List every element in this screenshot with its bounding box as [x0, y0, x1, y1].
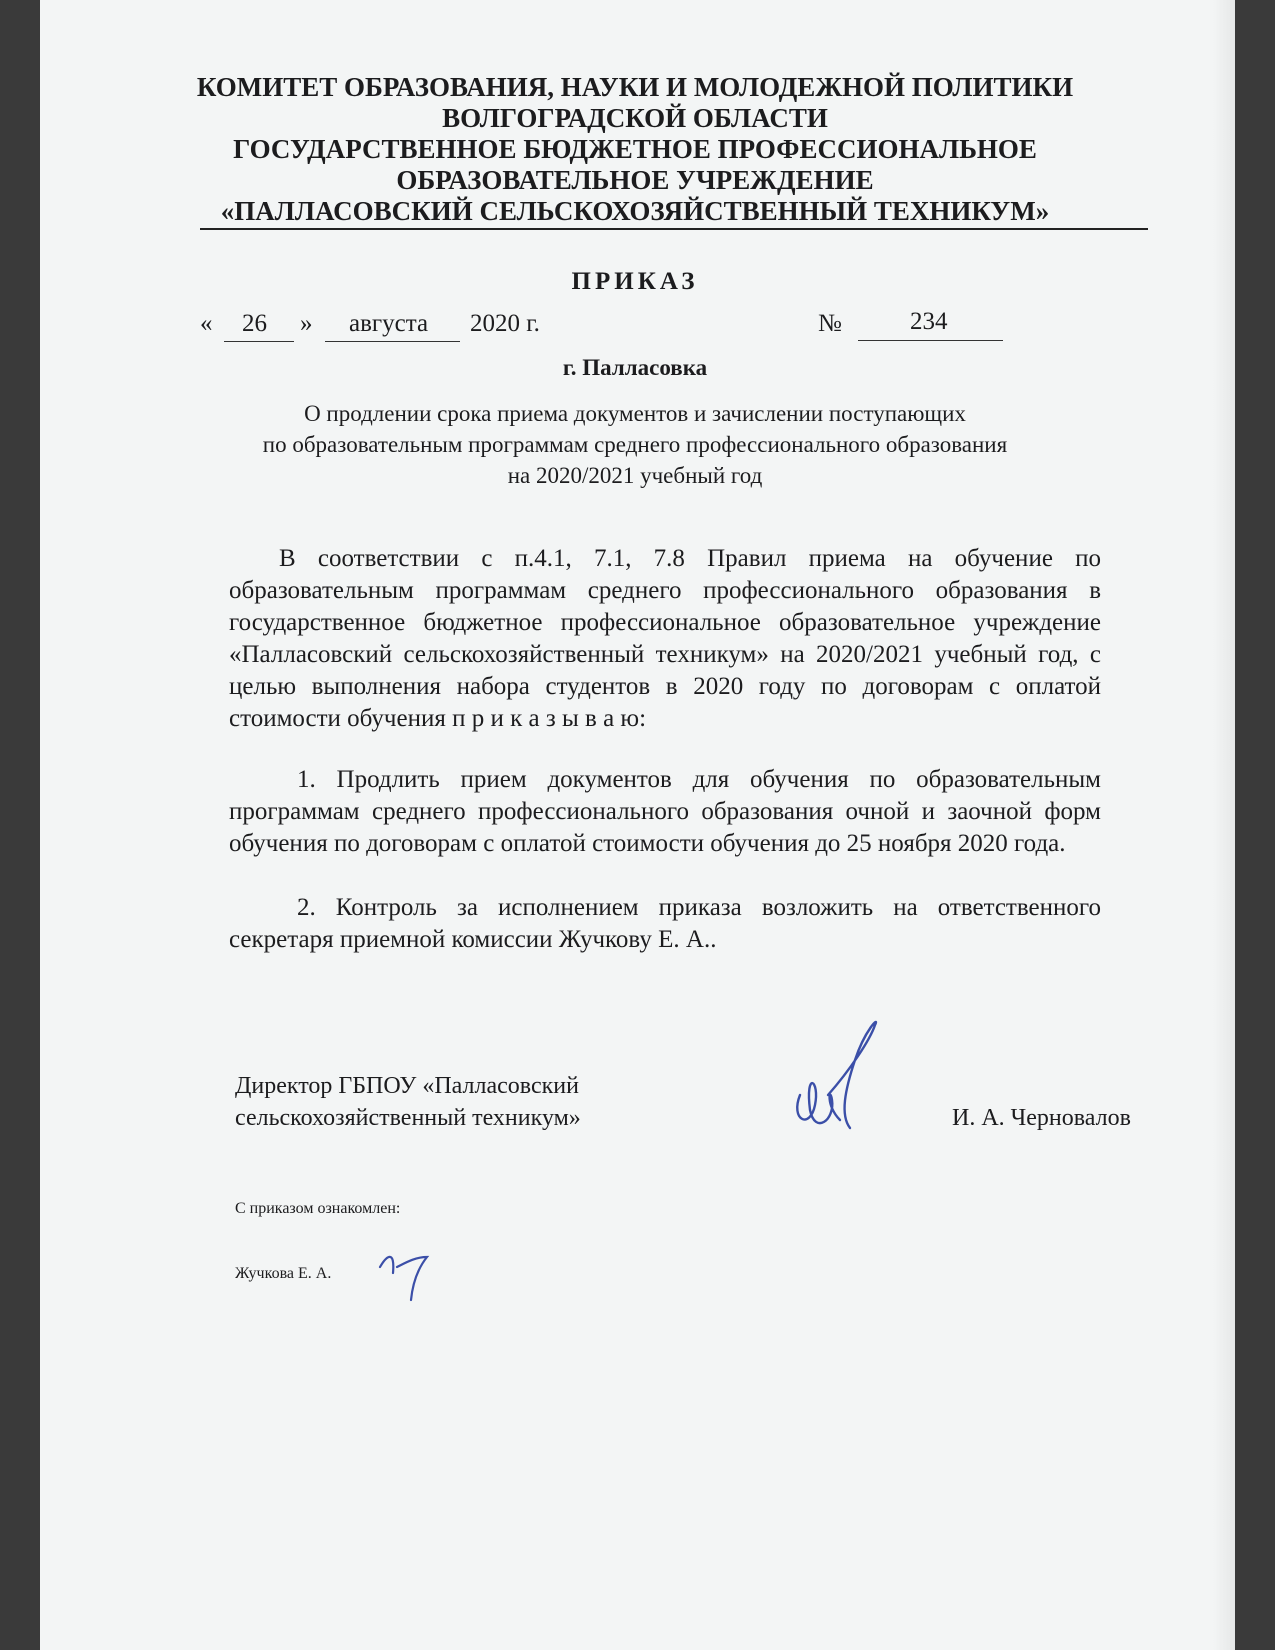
signatory-name: И. А. Черновалов [952, 1105, 1131, 1131]
month-underline [325, 341, 460, 342]
acknowledged-person: Жучкова Е. А. [235, 1265, 332, 1282]
order-title: ПРИКАЗ [571, 268, 699, 295]
header-line-3: ГОСУДАРСТВЕННОЕ БЮДЖЕТНОЕ ПРОФЕССИОНАЛЬНОЕ [233, 134, 1037, 164]
day-underline [224, 341, 294, 342]
signatory-position-line-2: сельскохозяйственный техникум» [235, 1105, 581, 1131]
acknowledgement-label: С приказом ознакомлен: [235, 1200, 401, 1217]
order-day: 26 [242, 310, 267, 337]
order-item-2: 2. Контроль за исполнением приказа возложить на ответственного секретаря приемной комиссии Жучкову Е. А.. [229, 894, 1101, 953]
date-open-quote: « [200, 310, 213, 337]
header-line-1: КОМИТЕТ ОБРАЗОВАНИЯ, НАУКИ И МОЛОДЕЖНОЙ ПОЛИТИКИ [196, 72, 1074, 102]
subject-line-3: на 2020/2021 учебный год [507, 463, 763, 488]
signatory-position-line-1: Директор ГБПОУ «Палласовский [235, 1073, 579, 1099]
preamble-paragraph: В соответствии с п.4.1, 7.1, 7.8 Правил приема на обучение по образовательным программам среднего профессионального образования в государственное бюджетное профессиональное образовательное учреждение «Палласовский сельскохозяйственный техникум» на 2020/2021 учебный год, с целью выполнения набора студентов в 2020 году по договорам с оплатой стоимости обучения п р и к а з ы в а ю: [229, 545, 1101, 732]
order-subject [160, 398, 1110, 491]
organization-header [160, 72, 1110, 227]
subject-line-1: О продлении срока приема документов и зачислении поступающих [304, 401, 966, 426]
date-close-quote: » [300, 310, 313, 337]
header-line-2: ВОЛГОГРАДСКОЙ ОБЛАСТИ [442, 103, 828, 133]
number-label: № [818, 310, 842, 337]
order-month: августа [349, 310, 429, 337]
order-item-1: 1. Продлить прием документов для обучения по образовательным программам среднего профессионального образования очной и заочной форм обучения по договорам с оплатой стоимости обучения до 25 ноября 2020 года. [229, 766, 1101, 857]
subject-line-2: по образовательным программам среднего профессионального образования [262, 432, 1008, 457]
header-divider [200, 228, 1148, 230]
order-city: г. Палласовка [562, 355, 708, 380]
acknowledgement-signature [375, 1245, 445, 1305]
director-signature [780, 1010, 890, 1140]
page-edge-shadow [1213, 0, 1235, 1650]
header-line-4: ОБРАЗОВАТЕЛЬНОЕ УЧРЕЖДЕНИЕ [396, 165, 874, 195]
header-line-5: «ПАЛЛАСОВСКИЙ СЕЛЬСКОХОЗЯЙСТВЕННЫЙ ТЕХНИКУМ» [220, 196, 1050, 226]
document-page [40, 0, 1235, 1650]
signatory-position [235, 1070, 581, 1134]
order-year: 2020 г. [470, 310, 540, 337]
number-underline [858, 340, 1003, 341]
order-number: 234 [910, 308, 948, 335]
